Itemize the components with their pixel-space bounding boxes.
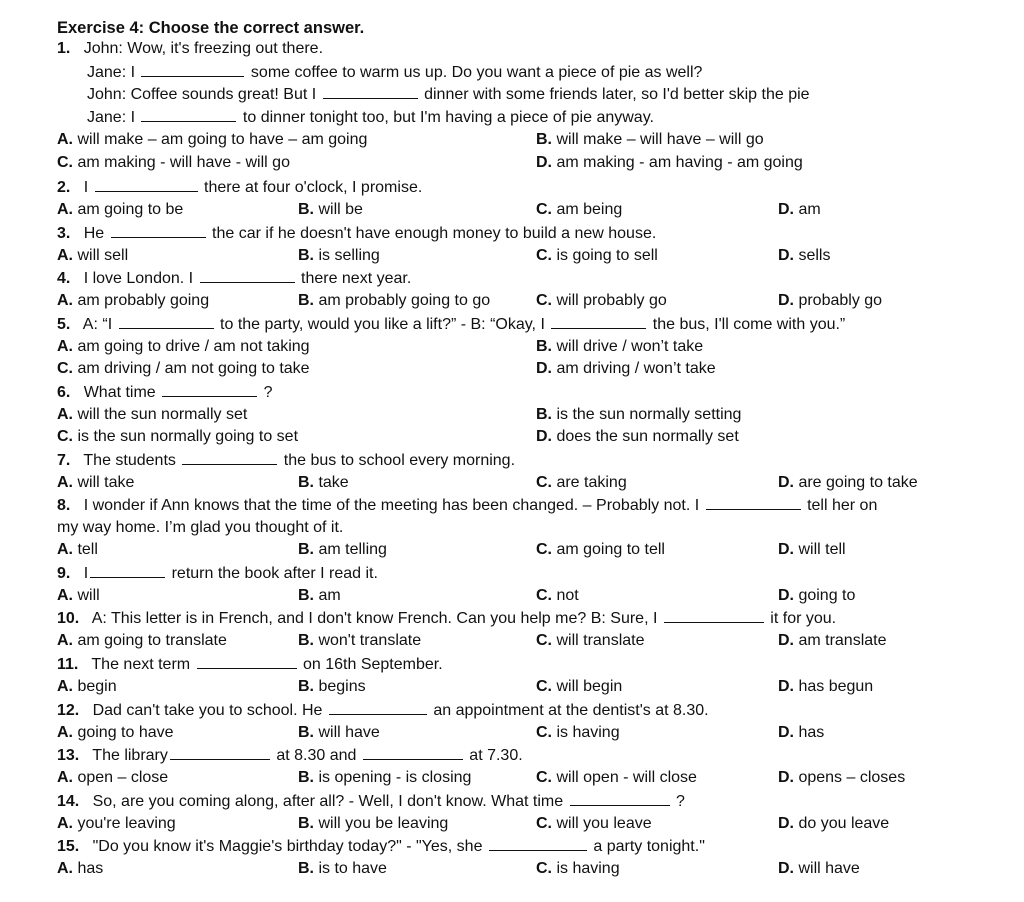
option-letter: D.: [778, 473, 794, 491]
option-text: am going to be: [77, 200, 184, 218]
question-stem-line: [57, 450, 515, 470]
answer-blank[interactable]: [162, 382, 257, 397]
question-text: A: “I: [82, 316, 117, 333]
option-letter: B.: [298, 291, 314, 309]
option-letter: B.: [536, 337, 552, 355]
answer-option[interactable]: [298, 631, 421, 651]
option-letter: C.: [536, 246, 552, 264]
option-letter: B.: [298, 200, 314, 218]
option-letter: B.: [298, 246, 314, 264]
option-text: will sell: [77, 246, 129, 264]
question-number: 15.: [57, 838, 80, 855]
answer-option[interactable]: [298, 540, 387, 560]
question-stem-line: [57, 654, 443, 674]
option-text: am: [318, 586, 341, 604]
answer-option[interactable]: [778, 586, 855, 606]
option-letter: C.: [536, 768, 552, 786]
question-number: 2.: [57, 179, 71, 196]
option-letter: D.: [778, 677, 794, 695]
option-text: am making - will have - will go: [77, 153, 290, 171]
question-text: I: [83, 565, 89, 582]
answer-option[interactable]: [57, 130, 367, 150]
answer-option[interactable]: [57, 153, 290, 173]
answer-blank[interactable]: [551, 314, 646, 329]
option-text: will you be leaving: [318, 814, 449, 832]
question-stem-line: [57, 223, 656, 243]
question-number: 4.: [57, 270, 71, 287]
option-letter: D.: [778, 200, 794, 218]
option-letter: C.: [536, 723, 552, 741]
question-text: I wonder if Ann knows that the time of the meeting has been changed. – Probably not. I: [83, 497, 704, 514]
answer-option[interactable]: [778, 473, 918, 493]
question-text: an appointment at the dentist's at 8.30.: [428, 702, 709, 719]
answer-option[interactable]: [536, 153, 803, 173]
option-text: is having: [556, 859, 620, 877]
option-text: going to have: [77, 723, 174, 741]
question-number: 7.: [57, 452, 71, 469]
option-letter: A.: [57, 130, 73, 148]
answer-option[interactable]: [778, 677, 873, 697]
answer-option[interactable]: [778, 723, 824, 743]
answer-option[interactable]: [536, 246, 658, 266]
option-text: is opening - is closing: [318, 768, 472, 786]
option-letter: C.: [536, 677, 552, 695]
option-letter: B.: [298, 631, 314, 649]
option-letter: A.: [57, 337, 73, 355]
question-text: there next year.: [296, 270, 412, 287]
option-letter: C.: [536, 473, 552, 491]
option-letter: B.: [298, 723, 314, 741]
question-stem-line: [57, 563, 378, 583]
answer-option[interactable]: [536, 677, 622, 697]
question-number: 8.: [57, 497, 71, 514]
option-text: am going to drive / am not taking: [77, 337, 310, 355]
question-stem-line: [57, 836, 705, 856]
answer-blank[interactable]: [197, 654, 297, 669]
answer-blank[interactable]: [141, 107, 236, 122]
answer-option[interactable]: [536, 359, 716, 379]
option-letter: D.: [778, 814, 794, 832]
question-stem-line: [57, 518, 343, 538]
answer-option[interactable]: [57, 200, 183, 220]
answer-option[interactable]: [536, 768, 697, 788]
answer-option[interactable]: [536, 631, 644, 651]
option-text: will take: [77, 473, 135, 491]
option-letter: A.: [57, 291, 73, 309]
answer-option[interactable]: [298, 246, 380, 266]
option-text: am going to tell: [556, 541, 665, 559]
answer-blank[interactable]: [95, 177, 198, 192]
answer-option[interactable]: [778, 814, 889, 834]
answer-option[interactable]: [57, 405, 247, 425]
option-letter: B.: [298, 677, 314, 695]
question-stem-line: [57, 608, 836, 628]
option-letter: C.: [57, 360, 73, 378]
answer-option[interactable]: [57, 677, 117, 697]
answer-option[interactable]: [536, 586, 579, 606]
answer-option[interactable]: [57, 723, 174, 743]
option-letter: D.: [778, 631, 794, 649]
answer-option[interactable]: [778, 200, 821, 220]
option-text: begins: [318, 677, 366, 695]
answer-blank[interactable]: [323, 84, 418, 99]
option-letter: A.: [57, 677, 73, 695]
option-text: will be: [318, 200, 363, 218]
option-letter: B.: [298, 586, 314, 604]
question-stem-line: [87, 62, 702, 82]
question-text: some coffee to warm us up. Do you want a piece of pie as well?: [246, 63, 703, 81]
answer-option[interactable]: [536, 200, 622, 220]
option-text: am driving / am not going to take: [77, 360, 310, 378]
option-letter: D.: [778, 291, 794, 309]
option-letter: A.: [57, 246, 73, 264]
option-text: will make – am going to have – am going: [77, 130, 368, 148]
option-text: is to have: [318, 859, 387, 877]
option-letter: B.: [536, 405, 552, 423]
question-text: Jane: I: [87, 63, 140, 81]
option-text: am translate: [798, 631, 887, 649]
answer-option[interactable]: [536, 859, 620, 879]
option-text: is going to sell: [556, 246, 658, 264]
option-letter: B.: [298, 473, 314, 491]
question-text: So, are you coming along, after all? - Well, I don't know. What time: [92, 793, 568, 810]
answer-option[interactable]: [298, 677, 366, 697]
option-letter: D.: [778, 246, 794, 264]
question-text: John: Coffee sounds great! But I: [87, 86, 321, 104]
option-text: are taking: [556, 473, 627, 491]
option-letter: B.: [536, 130, 552, 148]
answer-option[interactable]: [57, 768, 168, 788]
question-stem-line: [57, 791, 685, 811]
option-letter: C.: [536, 586, 552, 604]
answer-option[interactable]: [778, 859, 860, 879]
option-letter: A.: [57, 586, 73, 604]
question-text: at 8.30 and: [271, 747, 361, 764]
answer-option[interactable]: [57, 246, 128, 266]
question-text: What time: [83, 384, 161, 401]
answer-option[interactable]: [57, 540, 98, 560]
question-stem-line: [57, 39, 323, 59]
option-text: has: [798, 723, 825, 741]
answer-blank[interactable]: [706, 495, 801, 510]
question-number: 11.: [57, 656, 79, 673]
question-stem-line: [57, 177, 422, 197]
option-letter: D.: [536, 360, 552, 378]
option-text: will make – will have – will go: [556, 130, 764, 148]
answer-blank[interactable]: [489, 836, 587, 851]
option-text: will probably go: [556, 291, 667, 309]
question-stem-line: [87, 107, 654, 127]
question-text: He: [83, 225, 109, 242]
option-letter: C.: [536, 291, 552, 309]
option-text: will drive / won’t take: [556, 337, 704, 355]
option-text: am probably going to go: [318, 291, 491, 309]
answer-blank[interactable]: [111, 223, 206, 238]
answer-option[interactable]: [57, 427, 298, 447]
option-letter: C.: [57, 153, 73, 171]
option-letter: D.: [778, 859, 794, 877]
answer-option[interactable]: [298, 291, 490, 311]
answer-blank[interactable]: [363, 745, 463, 760]
answer-option[interactable]: [298, 859, 387, 879]
option-text: will the sun normally set: [77, 405, 248, 423]
option-text: opens – closes: [798, 768, 906, 786]
answer-blank[interactable]: [329, 700, 427, 715]
option-text: has begun: [798, 677, 874, 695]
answer-option[interactable]: [298, 723, 380, 743]
option-letter: A.: [57, 473, 73, 491]
question-text: I love London. I: [83, 270, 198, 287]
answer-option[interactable]: [536, 291, 667, 311]
option-letter: D.: [536, 428, 552, 446]
option-text: am making - am having - am going: [556, 153, 803, 171]
question-number: 6.: [57, 384, 71, 401]
option-text: sells: [798, 246, 831, 264]
option-letter: B.: [298, 859, 314, 877]
answer-option[interactable]: [778, 291, 882, 311]
option-letter: D.: [536, 153, 552, 171]
option-text: open – close: [77, 768, 169, 786]
option-text: will: [77, 586, 100, 604]
option-text: am: [798, 200, 821, 218]
question-stem-line: [57, 314, 845, 334]
answer-blank[interactable]: [170, 745, 270, 760]
option-text: is the sun normally going to set: [77, 428, 299, 446]
option-letter: A.: [57, 859, 73, 877]
option-letter: C.: [536, 814, 552, 832]
question-text: to the party, would you like a lift?” - B: “Okay, I: [215, 316, 550, 333]
question-text: Jane: I: [87, 109, 140, 127]
question-number: 10.: [57, 610, 80, 627]
answer-option[interactable]: [57, 586, 100, 606]
question-text: the car if he doesn't have enough money to build a new house.: [207, 225, 657, 242]
option-text: you're leaving: [77, 814, 176, 832]
option-text: will tell: [798, 541, 846, 559]
question-text: to dinner tonight too, but I'm having a piece of pie anyway.: [238, 109, 654, 127]
option-text: is the sun normally setting: [556, 405, 742, 423]
answer-option[interactable]: [57, 359, 310, 379]
answer-option[interactable]: [57, 859, 103, 879]
option-letter: A.: [57, 405, 73, 423]
option-text: will begin: [556, 677, 623, 695]
option-text: is having: [556, 723, 620, 741]
option-letter: A.: [57, 200, 73, 218]
answer-option[interactable]: [57, 631, 227, 651]
answer-option[interactable]: [536, 427, 739, 447]
question-text: my way home. I’m glad you thought of it.: [57, 518, 344, 536]
option-letter: C.: [536, 541, 552, 559]
option-text: has: [77, 859, 104, 877]
question-number: 13.: [57, 747, 80, 764]
question-text: The students: [83, 452, 181, 469]
option-text: am going to translate: [77, 631, 227, 649]
option-text: take: [318, 473, 349, 491]
option-text: going to: [798, 586, 856, 604]
answer-option[interactable]: [536, 405, 741, 425]
answer-blank[interactable]: [141, 62, 244, 77]
option-letter: C.: [536, 200, 552, 218]
question-text: I: [83, 179, 93, 196]
answer-option[interactable]: [778, 246, 830, 266]
answer-option[interactable]: [536, 723, 620, 743]
question-stem-line: [57, 745, 523, 765]
question-text: it for you.: [765, 610, 837, 627]
question-text: there at four o'clock, I promise.: [199, 179, 423, 196]
option-letter: C.: [536, 859, 552, 877]
option-text: am being: [556, 200, 623, 218]
question-text: at 7.30.: [464, 747, 523, 764]
option-letter: B.: [298, 814, 314, 832]
option-text: will you leave: [556, 814, 652, 832]
question-number: 12.: [57, 702, 80, 719]
answer-blank[interactable]: [664, 608, 764, 623]
option-text: won't translate: [318, 631, 422, 649]
question-text: The next term: [91, 656, 195, 673]
answer-blank[interactable]: [119, 314, 214, 329]
answer-option[interactable]: [536, 540, 665, 560]
option-text: is selling: [318, 246, 380, 264]
answer-option[interactable]: [536, 473, 627, 493]
question-stem-line: [57, 382, 273, 402]
option-letter: B.: [298, 541, 314, 559]
question-text: ?: [259, 384, 273, 401]
option-letter: D.: [778, 768, 794, 786]
question-text: The library: [92, 747, 168, 764]
option-letter: D.: [778, 723, 794, 741]
option-letter: C.: [536, 631, 552, 649]
answer-blank[interactable]: [570, 791, 670, 806]
question-text: tell her on: [802, 497, 878, 514]
question-number: 14.: [57, 793, 80, 810]
question-text: on 16th September.: [298, 656, 443, 673]
answer-option[interactable]: [57, 814, 176, 834]
answer-option[interactable]: [778, 631, 887, 651]
option-text: begin: [77, 677, 117, 695]
question-stem-line: [57, 700, 709, 720]
answer-option[interactable]: [298, 473, 349, 493]
option-text: am telling: [318, 541, 387, 559]
answer-option[interactable]: [778, 540, 846, 560]
question-text: ?: [671, 793, 685, 810]
option-text: not: [556, 586, 579, 604]
option-text: will have: [798, 859, 860, 877]
question-text: dinner with some friends later, so I'd better skip the pie: [419, 86, 810, 104]
option-text: will open - will close: [556, 768, 697, 786]
option-letter: A.: [57, 723, 73, 741]
option-text: will translate: [556, 631, 645, 649]
question-text: the bus to school every morning.: [279, 452, 516, 469]
question-stem-line: [57, 268, 411, 288]
question-number: 5.: [57, 316, 71, 333]
option-letter: A.: [57, 541, 73, 559]
question-text: Dad can't take you to school. He: [92, 702, 327, 719]
option-text: am probably going: [77, 291, 210, 309]
option-letter: A.: [57, 768, 73, 786]
answer-option[interactable]: [298, 586, 341, 606]
answer-option[interactable]: [57, 337, 310, 357]
question-number: 3.: [57, 225, 71, 242]
exercise-title: Exercise 4: Choose the correct answer.: [57, 19, 365, 37]
question-text: "Do you know it's Maggie's birthday today?" - "Yes, she: [92, 838, 487, 855]
answer-option[interactable]: [298, 814, 448, 834]
answer-option[interactable]: [298, 768, 471, 788]
answer-option[interactable]: [298, 200, 363, 220]
question-text: return the book after I read it.: [167, 565, 378, 582]
option-text: are going to take: [798, 473, 918, 491]
option-letter: C.: [57, 428, 73, 446]
question-text: the bus, I'll come with you.”: [648, 316, 846, 333]
option-text: am driving / won’t take: [556, 360, 716, 378]
option-letter: D.: [778, 586, 794, 604]
option-letter: B.: [298, 768, 314, 786]
option-text: does the sun normally set: [556, 428, 739, 446]
answer-blank[interactable]: [90, 563, 165, 578]
option-text: will have: [318, 723, 380, 741]
answer-option[interactable]: [778, 768, 905, 788]
answer-blank[interactable]: [200, 268, 295, 283]
question-text: John: Wow, it's freezing out there.: [83, 40, 324, 57]
option-text: do you leave: [798, 814, 890, 832]
answer-option[interactable]: [57, 291, 209, 311]
answer-option[interactable]: [536, 130, 764, 150]
question-stem-line: [57, 495, 877, 515]
question-text: A: This letter is in French, and I don't know French. Can you help me? B: Sure, I: [91, 610, 662, 627]
option-text: probably go: [798, 291, 883, 309]
question-number: 9.: [57, 565, 71, 582]
answer-option[interactable]: [536, 337, 703, 357]
question-number: 1.: [57, 40, 71, 57]
answer-blank[interactable]: [182, 450, 277, 465]
question-text: a party tonight.": [588, 838, 705, 855]
answer-option[interactable]: [536, 814, 652, 834]
option-letter: A.: [57, 631, 73, 649]
option-text: tell: [77, 541, 98, 559]
option-letter: D.: [778, 541, 794, 559]
question-stem-line: [87, 84, 810, 104]
option-letter: A.: [57, 814, 73, 832]
answer-option[interactable]: [57, 473, 134, 493]
